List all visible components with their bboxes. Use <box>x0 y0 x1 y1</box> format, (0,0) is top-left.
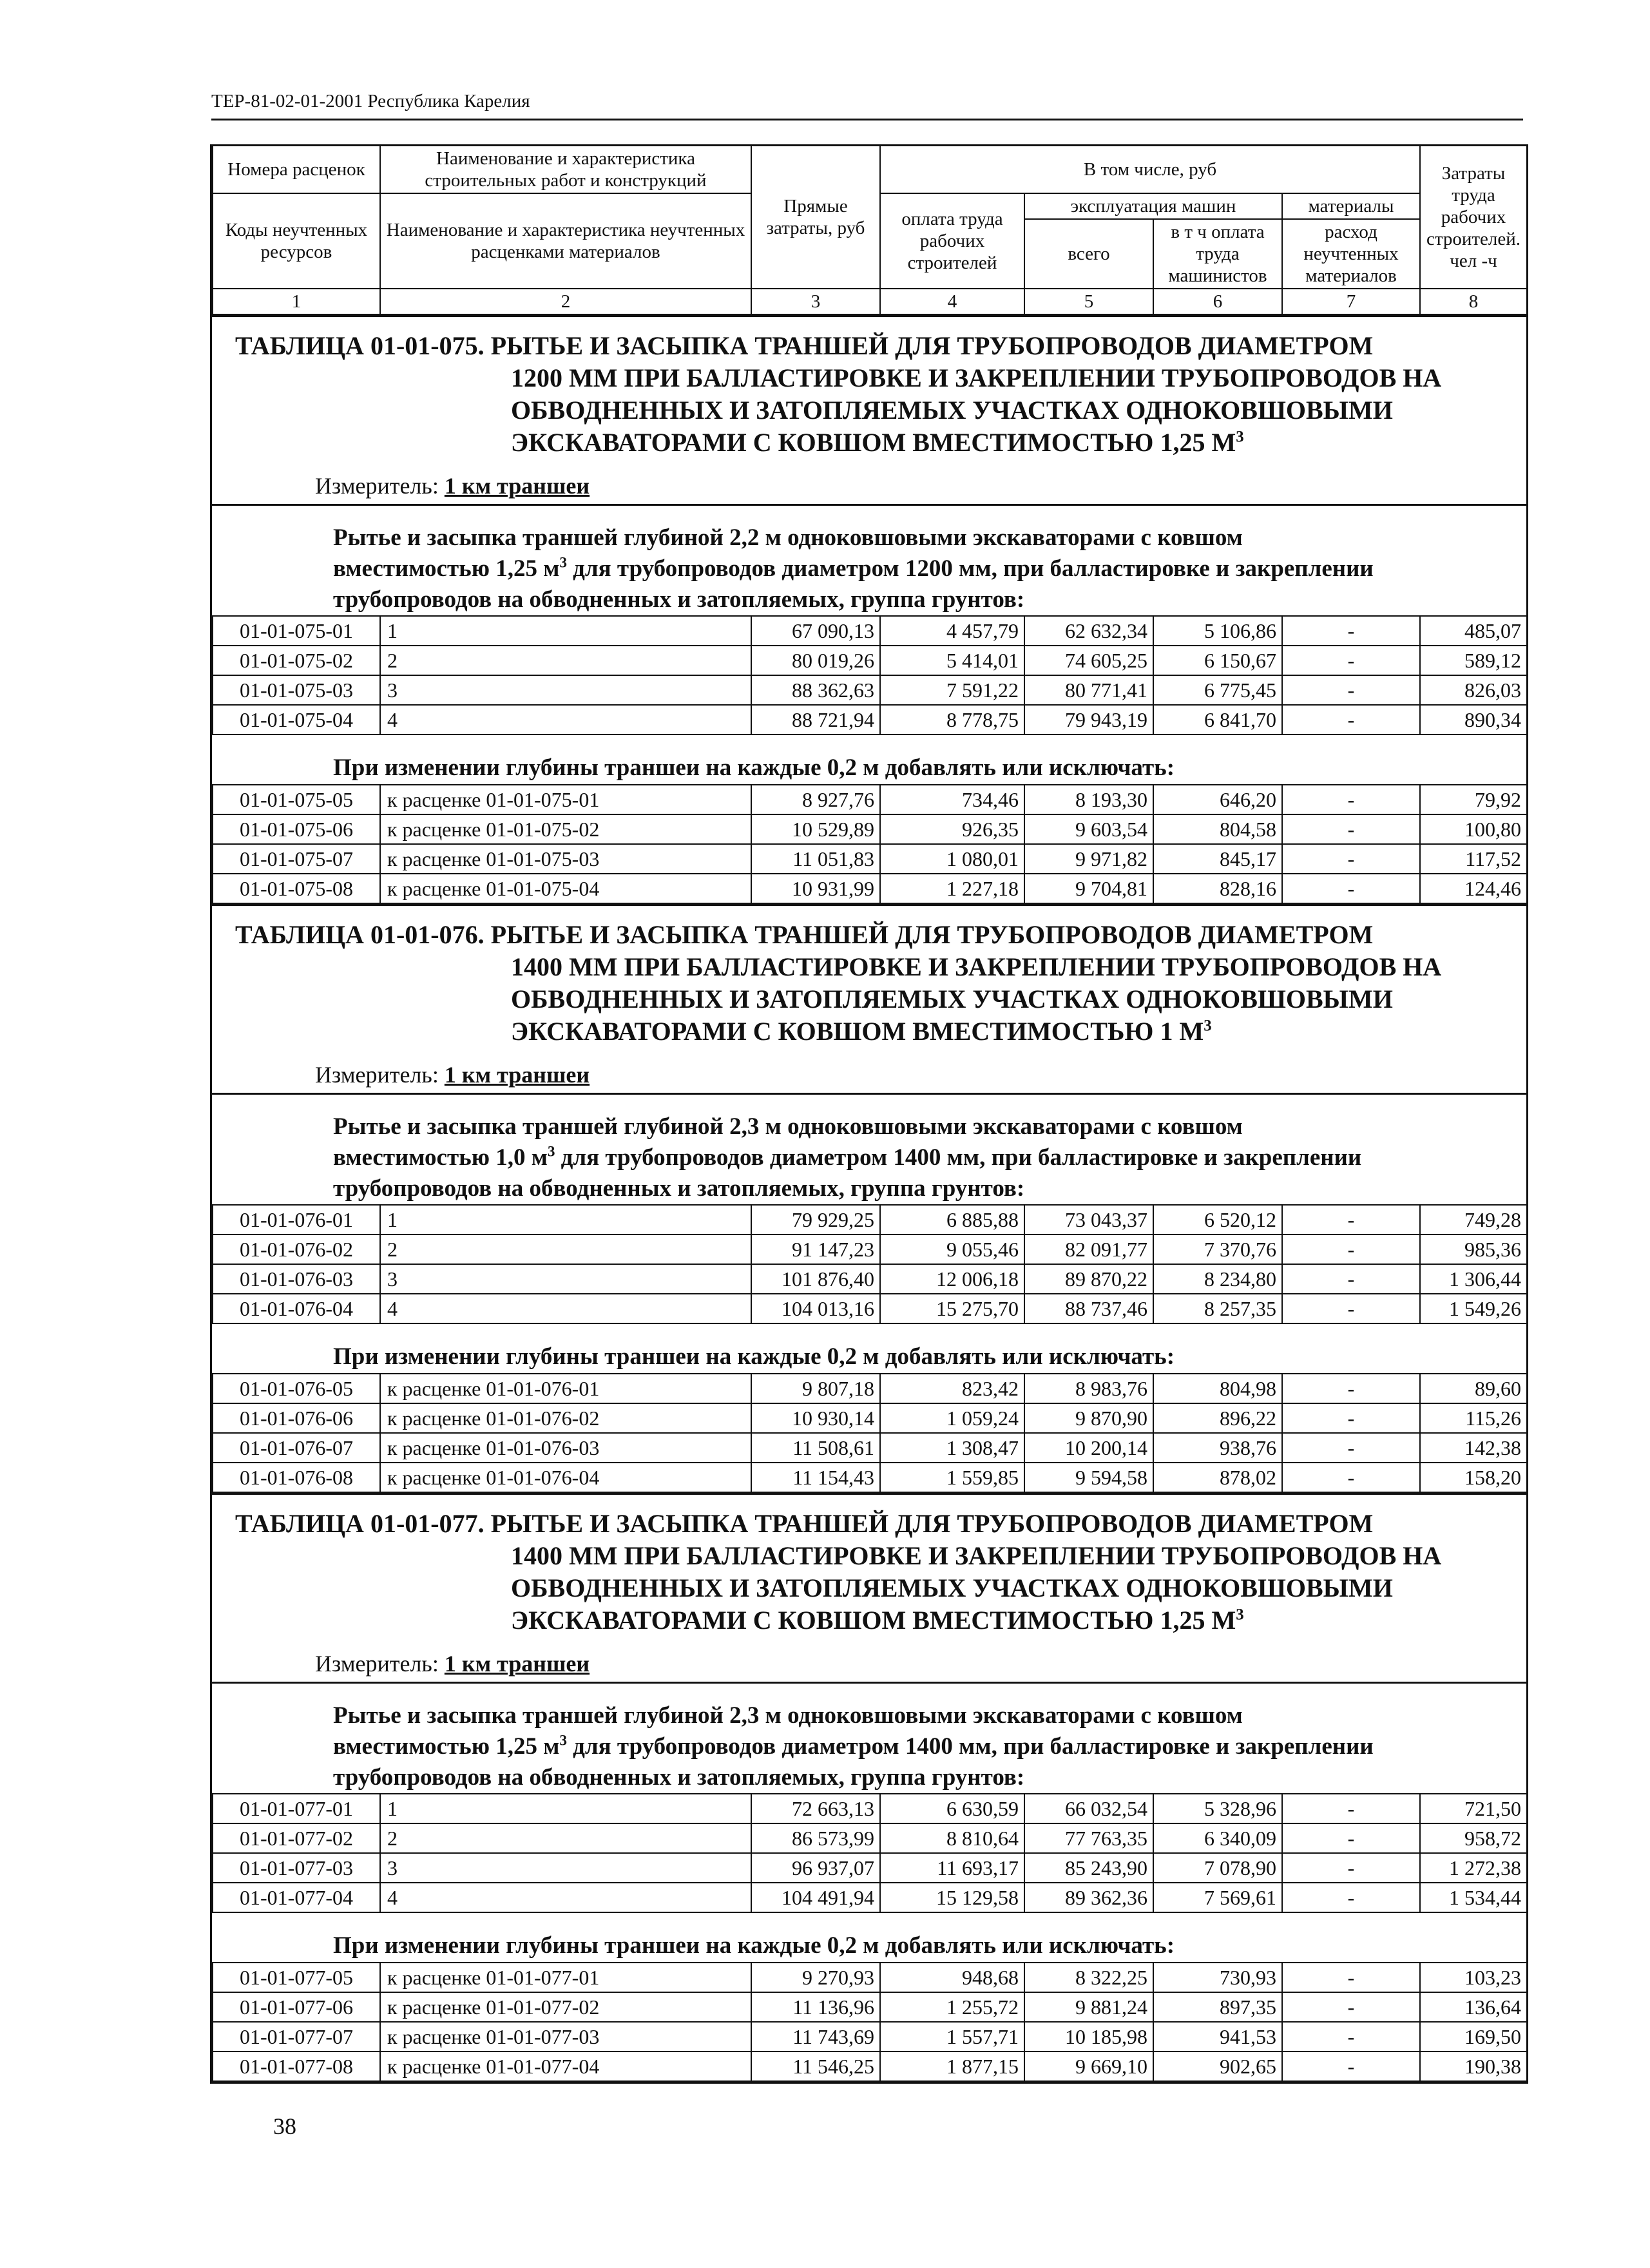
table-row <box>213 1853 1527 1883</box>
table-row <box>213 1264 1527 1294</box>
machines-cell: 74 605,25 <box>1024 646 1153 675</box>
wages-cell: 948,68 <box>880 1963 1024 1992</box>
name-cell: 3 <box>380 1853 751 1883</box>
name-cell: к расценке 01-01-075-01 <box>380 785 751 814</box>
wages-cell: 6 630,59 <box>880 1794 1024 1823</box>
machines-cell: 8 193,30 <box>1024 785 1153 814</box>
labor-cell: 158,20 <box>1420 1463 1527 1492</box>
machines-cell: 9 669,10 <box>1024 2052 1153 2081</box>
col-number: 3 <box>751 289 880 314</box>
table-row <box>213 2022 1527 2052</box>
labor-cell: 826,03 <box>1420 675 1527 705</box>
name-cell: 1 <box>380 616 751 646</box>
wages-cell: 1 557,71 <box>880 2022 1024 2052</box>
section-line: вместимостью 1,25 м <box>333 555 560 582</box>
direct-cost-cell: 67 090,13 <box>751 616 880 646</box>
table-title <box>212 904 1526 1055</box>
labor-cell: 721,50 <box>1420 1794 1527 1823</box>
machinist-wages-cell: 8 257,35 <box>1153 1294 1282 1323</box>
labor-cell: 589,12 <box>1420 646 1527 675</box>
superscript: 3 <box>547 1143 555 1160</box>
direct-cost-cell: 96 937,07 <box>751 1853 880 1883</box>
materials-cell: - <box>1282 1794 1420 1823</box>
direct-cost-cell: 11 136,96 <box>751 1992 880 2022</box>
rate-code-cell: 01-01-075-01 <box>213 616 380 646</box>
machinist-wages-cell: 828,16 <box>1153 874 1282 903</box>
name-cell: к расценке 01-01-077-02 <box>380 1992 751 2022</box>
meter-value: 1 км траншеи <box>444 1651 590 1677</box>
direct-cost-cell: 10 931,99 <box>751 874 880 903</box>
direct-cost-cell: 11 508,61 <box>751 1433 880 1463</box>
col-labor-header: Затраты труда рабочих строителей. чел -ч <box>1420 146 1527 289</box>
table-row <box>213 1963 1527 1992</box>
col-materials-header: материалы <box>1282 193 1420 219</box>
table-title-line: ЭКСКАВАТОРАМИ С КОВШОМ ВМЕСТИМОСТЬЮ 1 М <box>511 1017 1204 1046</box>
machines-cell: 79 943,19 <box>1024 705 1153 735</box>
machines-cell: 9 870,90 <box>1024 1403 1153 1433</box>
labor-cell: 89,60 <box>1420 1374 1527 1403</box>
section-line: Рытье и засыпка траншей глубиной 2,3 м одноковшовыми экскаваторами с ковшом <box>333 1113 1243 1140</box>
section-line: вместимостью 1,25 м <box>333 1733 560 1760</box>
machines-cell: 10 200,14 <box>1024 1433 1153 1463</box>
depth-rows <box>212 1373 1528 1493</box>
machinist-wages-cell: 6 340,09 <box>1153 1823 1282 1853</box>
labor-cell: 169,50 <box>1420 2022 1527 2052</box>
col-incl-header: В том числе, руб <box>880 146 1420 194</box>
rate-code-cell: 01-01-075-02 <box>213 646 380 675</box>
direct-cost-cell: 88 362,63 <box>751 675 880 705</box>
rate-code-cell: 01-01-076-08 <box>213 1463 380 1492</box>
section-line: для трубопроводов диаметром 1400 мм, при балластировке и закреплении <box>555 1144 1362 1171</box>
machinist-wages-cell: 896,22 <box>1153 1403 1282 1433</box>
table-row <box>213 1294 1527 1323</box>
table-row <box>213 705 1527 735</box>
wages-cell: 1 227,18 <box>880 874 1024 903</box>
wages-cell: 1 255,72 <box>880 1992 1024 2022</box>
labor-cell: 749,28 <box>1420 1205 1527 1235</box>
machinist-wages-cell: 804,98 <box>1153 1374 1282 1403</box>
rate-code-cell: 01-01-075-07 <box>213 844 380 874</box>
machines-cell: 82 091,77 <box>1024 1235 1153 1264</box>
name-cell: 4 <box>380 705 751 735</box>
machinist-wages-cell: 897,35 <box>1153 1992 1282 2022</box>
labor-cell: 117,52 <box>1420 844 1527 874</box>
machinist-wages-cell: 804,58 <box>1153 814 1282 844</box>
page-number: 38 <box>273 2113 296 2139</box>
machinist-wages-cell: 5 106,86 <box>1153 616 1282 646</box>
materials-cell: - <box>1282 785 1420 814</box>
wages-cell: 1 059,24 <box>880 1403 1024 1433</box>
section-line: для трубопроводов диаметром 1200 мм, при балластировке и закреплении <box>566 555 1374 582</box>
rate-code-cell: 01-01-076-06 <box>213 1403 380 1433</box>
rate-code-cell: 01-01-077-02 <box>213 1823 380 1853</box>
column-header <box>212 144 1528 315</box>
machinist-wages-cell: 878,02 <box>1153 1463 1282 1492</box>
meter-label: Измеритель: <box>315 1062 439 1088</box>
machines-cell: 9 881,24 <box>1024 1992 1153 2022</box>
machinist-wages-cell: 7 370,76 <box>1153 1235 1282 1264</box>
wages-cell: 9 055,46 <box>880 1235 1024 1264</box>
section-line: трубопроводов на обводненных и затопляемых, группа грунтов: <box>333 1175 1025 1202</box>
section-line: Рытье и засыпка траншей глубиной 2,3 м одноковшовыми экскаваторами с ковшом <box>333 1702 1243 1729</box>
unit-of-measure <box>212 466 1526 504</box>
rate-code-cell: 01-01-076-04 <box>213 1294 380 1323</box>
name-cell: к расценке 01-01-076-03 <box>380 1433 751 1463</box>
materials-cell: - <box>1282 2022 1420 2052</box>
direct-cost-cell: 10 529,89 <box>751 814 880 844</box>
labor-cell: 1 306,44 <box>1420 1264 1527 1294</box>
col-name-bottom-header: Наименование и характеристика неучтенных расценками материалов <box>380 193 751 289</box>
table-row <box>213 1374 1527 1403</box>
table-row <box>213 1463 1527 1492</box>
table-title-line: ОБВОДНЕННЫХ И ЗАТОПЛЯЕМЫХ УЧАСТКАХ ОДНОКОВШОВЫМИ <box>511 396 1393 425</box>
rate-code-cell: 01-01-075-03 <box>213 675 380 705</box>
wages-cell: 15 129,58 <box>880 1883 1024 1912</box>
section-line: трубопроводов на обводненных и затопляемых, группа грунтов: <box>333 1764 1025 1791</box>
rate-code-cell: 01-01-076-07 <box>213 1433 380 1463</box>
materials-cell: - <box>1282 646 1420 675</box>
name-cell: 2 <box>380 1823 751 1853</box>
materials-cell: - <box>1282 1823 1420 1853</box>
table-row <box>213 1992 1527 2022</box>
machines-cell: 89 870,22 <box>1024 1264 1153 1294</box>
table-row <box>213 675 1527 705</box>
table-title-line: ЭКСКАВАТОРАМИ С КОВШОМ ВМЕСТИМОСТЬЮ 1,25 М <box>511 1606 1236 1635</box>
machines-cell: 66 032,54 <box>1024 1794 1153 1823</box>
materials-cell: - <box>1282 1883 1420 1912</box>
machines-cell: 62 632,34 <box>1024 616 1153 646</box>
direct-cost-cell: 11 546,25 <box>751 2052 880 2081</box>
table-row <box>213 1823 1527 1853</box>
name-cell: к расценке 01-01-075-02 <box>380 814 751 844</box>
rate-code-cell: 01-01-077-06 <box>213 1992 380 2022</box>
rates-table <box>210 144 1528 2084</box>
table-title-line: ОБВОДНЕННЫХ И ЗАТОПЛЯЕМЫХ УЧАСТКАХ ОДНОКОВШОВЫМИ <box>511 1573 1393 1602</box>
wages-cell: 15 275,70 <box>880 1294 1024 1323</box>
table-row <box>213 1235 1527 1264</box>
labor-cell: 1 534,44 <box>1420 1883 1527 1912</box>
name-cell: к расценке 01-01-077-03 <box>380 2022 751 2052</box>
depth-note: При изменении глубины траншеи на каждые 0,2 м добавлять или исключать: <box>333 1343 1175 1370</box>
materials-cell: - <box>1282 1853 1420 1883</box>
labor-cell: 1 549,26 <box>1420 1294 1527 1323</box>
rate-code-cell: 01-01-075-06 <box>213 814 380 844</box>
rates-rows <box>212 1204 1528 1324</box>
depth-note: При изменении глубины траншеи на каждые 0,2 м добавлять или исключать: <box>333 754 1175 781</box>
wages-cell: 8 778,75 <box>880 705 1024 735</box>
table-row <box>213 646 1527 675</box>
col-number: 5 <box>1024 289 1153 314</box>
col-machines-wages-header: в т ч оплата труда машинистов <box>1153 219 1282 289</box>
name-cell: 1 <box>380 1205 751 1235</box>
wages-cell: 12 006,18 <box>880 1264 1024 1294</box>
labor-cell: 124,46 <box>1420 874 1527 903</box>
col-number: 1 <box>213 289 380 314</box>
col-number: 2 <box>380 289 751 314</box>
unit-of-measure <box>212 1055 1526 1093</box>
materials-cell: - <box>1282 1374 1420 1403</box>
direct-cost-cell: 11 154,43 <box>751 1463 880 1492</box>
materials-cell: - <box>1282 1235 1420 1264</box>
table-title <box>212 315 1526 466</box>
name-cell: к расценке 01-01-077-04 <box>380 2052 751 2081</box>
rate-code-cell: 01-01-076-05 <box>213 1374 380 1403</box>
superscript: 3 <box>1236 1606 1244 1624</box>
labor-cell: 103,23 <box>1420 1963 1527 1992</box>
rate-code-cell: 01-01-075-08 <box>213 874 380 903</box>
machinist-wages-cell: 7 569,61 <box>1153 1883 1282 1912</box>
name-cell: к расценке 01-01-076-02 <box>380 1403 751 1433</box>
unit-of-measure <box>212 1644 1526 1682</box>
machinist-wages-cell: 8 234,80 <box>1153 1264 1282 1294</box>
wages-cell: 1 877,15 <box>880 2052 1024 2081</box>
name-cell: к расценке 01-01-075-03 <box>380 844 751 874</box>
section-line: Рытье и засыпка траншей глубиной 2,2 м одноковшовыми экскаваторами с ковшом <box>333 524 1243 551</box>
direct-cost-cell: 72 663,13 <box>751 1794 880 1823</box>
labor-cell: 100,80 <box>1420 814 1527 844</box>
rate-code-cell: 01-01-077-01 <box>213 1794 380 1823</box>
table-title-line: 1400 ММ ПРИ БАЛЛАСТИРОВКЕ И ЗАКРЕПЛЕНИИ ТРУБОПРОВОДОВ НА <box>511 1541 1442 1570</box>
name-cell: к расценке 01-01-076-01 <box>380 1374 751 1403</box>
rates-rows <box>212 615 1528 735</box>
wages-cell: 5 414,01 <box>880 646 1024 675</box>
wages-cell: 823,42 <box>880 1374 1024 1403</box>
col-direct-header: Прямые затраты, руб <box>751 146 880 289</box>
section-description <box>212 504 1526 615</box>
rate-code-cell: 01-01-077-05 <box>213 1963 380 1992</box>
direct-cost-cell: 104 491,94 <box>751 1883 880 1912</box>
table-row <box>213 874 1527 903</box>
depth-note: При изменении глубины траншеи на каждые 0,2 м добавлять или исключать: <box>333 1932 1175 1959</box>
col-number: 4 <box>880 289 1024 314</box>
machinist-wages-cell: 5 328,96 <box>1153 1794 1282 1823</box>
name-cell: 2 <box>380 646 751 675</box>
direct-cost-cell: 10 930,14 <box>751 1403 880 1433</box>
materials-cell: - <box>1282 616 1420 646</box>
table-row <box>213 1205 1527 1235</box>
machinist-wages-cell: 6 520,12 <box>1153 1205 1282 1235</box>
direct-cost-cell: 101 876,40 <box>751 1264 880 1294</box>
machines-cell: 77 763,35 <box>1024 1823 1153 1853</box>
table-row <box>213 1883 1527 1912</box>
machinist-wages-cell: 902,65 <box>1153 2052 1282 2081</box>
rate-code-cell: 01-01-077-04 <box>213 1883 380 1912</box>
rate-code-cell: 01-01-076-03 <box>213 1264 380 1294</box>
labor-cell: 485,07 <box>1420 616 1527 646</box>
labor-cell: 958,72 <box>1420 1823 1527 1853</box>
machines-cell: 89 362,36 <box>1024 1883 1153 1912</box>
machines-cell: 85 243,90 <box>1024 1853 1153 1883</box>
machinist-wages-cell: 7 078,90 <box>1153 1853 1282 1883</box>
table-row <box>213 1403 1527 1433</box>
direct-cost-cell: 79 929,25 <box>751 1205 880 1235</box>
table-title-line: 1200 ММ ПРИ БАЛЛАСТИРОВКЕ И ЗАКРЕПЛЕНИИ ТРУБОПРОВОДОВ НА <box>511 363 1442 392</box>
superscript: 3 <box>1204 1017 1212 1035</box>
direct-cost-cell: 9 807,18 <box>751 1374 880 1403</box>
rate-code-cell: 01-01-075-04 <box>213 705 380 735</box>
superscript: 3 <box>559 1732 567 1749</box>
meter-label: Измеритель: <box>315 1651 439 1677</box>
table-title-line: ЭКСКАВАТОРАМИ С КОВШОМ ВМЕСТИМОСТЬЮ 1,25 М <box>511 428 1236 457</box>
wages-cell: 6 885,88 <box>880 1205 1024 1235</box>
materials-cell: - <box>1282 1403 1420 1433</box>
wages-cell: 926,35 <box>880 814 1024 844</box>
labor-cell: 890,34 <box>1420 705 1527 735</box>
col-machines-header: эксплуатация машин <box>1024 193 1282 219</box>
section-line: трубопроводов на обводненных и затопляемых, группа грунтов: <box>333 586 1025 613</box>
name-cell: 4 <box>380 1883 751 1912</box>
materials-cell: - <box>1282 874 1420 903</box>
materials-cell: - <box>1282 1264 1420 1294</box>
superscript: 3 <box>1236 428 1244 446</box>
rate-code-cell: 01-01-076-02 <box>213 1235 380 1264</box>
col-number: 6 <box>1153 289 1282 314</box>
table-row <box>213 616 1527 646</box>
wages-cell: 734,46 <box>880 785 1024 814</box>
direct-cost-cell: 91 147,23 <box>751 1235 880 1264</box>
materials-cell: - <box>1282 1294 1420 1323</box>
name-cell: 2 <box>380 1235 751 1264</box>
table-title-line: ТАБЛИЦА 01-01-076. РЫТЬЕ И ЗАСЫПКА ТРАНШЕЙ ДЛЯ ТРУБОПРОВОДОВ ДИАМЕТРОМ <box>235 920 1374 949</box>
direct-cost-cell: 104 013,16 <box>751 1294 880 1323</box>
wages-cell: 1 308,47 <box>880 1433 1024 1463</box>
materials-cell: - <box>1282 844 1420 874</box>
labor-cell: 115,26 <box>1420 1403 1527 1433</box>
depth-rows <box>212 784 1528 904</box>
machinist-wages-cell: 6 775,45 <box>1153 675 1282 705</box>
machinist-wages-cell: 941,53 <box>1153 2022 1282 2052</box>
materials-cell: - <box>1282 814 1420 844</box>
machines-cell: 88 737,46 <box>1024 1294 1153 1323</box>
table-title-line: ТАБЛИЦА 01-01-077. РЫТЬЕ И ЗАСЫПКА ТРАНШЕЙ ДЛЯ ТРУБОПРОВОДОВ ДИАМЕТРОМ <box>235 1509 1374 1538</box>
col-wages-header: оплата труда рабочих строителей <box>880 193 1024 289</box>
meter-value: 1 км траншеи <box>444 1062 590 1088</box>
machines-cell: 9 594,58 <box>1024 1463 1153 1492</box>
wages-cell: 8 810,64 <box>880 1823 1024 1853</box>
machinist-wages-cell: 730,93 <box>1153 1963 1282 1992</box>
direct-cost-cell: 80 019,26 <box>751 646 880 675</box>
name-cell: 3 <box>380 675 751 705</box>
machines-cell: 73 043,37 <box>1024 1205 1153 1235</box>
section-description <box>212 1093 1526 1204</box>
materials-cell: - <box>1282 2052 1420 2081</box>
col-machines-total-header: всего <box>1024 219 1153 289</box>
col-materials-unaccounted-header: расход неучтенных материалов <box>1282 219 1420 289</box>
table-title-line: ОБВОДНЕННЫХ И ЗАТОПЛЯЕМЫХ УЧАСТКАХ ОДНОКОВШОВЫМИ <box>511 985 1393 1014</box>
document-title: ТЕР-81-02-01-2001 Республика Карелия <box>211 91 530 111</box>
section-line: для трубопроводов диаметром 1400 мм, при балластировке и закреплении <box>566 1733 1374 1760</box>
name-cell: к расценке 01-01-076-04 <box>380 1463 751 1492</box>
materials-cell: - <box>1282 1992 1420 2022</box>
col-number: 8 <box>1420 289 1527 314</box>
direct-cost-cell: 11 051,83 <box>751 844 880 874</box>
direct-cost-cell: 88 721,94 <box>751 705 880 735</box>
section-description <box>212 1682 1526 1793</box>
depth-rows <box>212 1962 1528 2082</box>
table-title-line: 1400 ММ ПРИ БАЛЛАСТИРОВКЕ И ЗАКРЕПЛЕНИИ ТРУБОПРОВОДОВ НА <box>511 952 1442 981</box>
direct-cost-cell: 9 270,93 <box>751 1963 880 1992</box>
meter-label: Измеритель: <box>315 473 439 499</box>
tables-container <box>212 315 1526 2082</box>
wages-cell: 4 457,79 <box>880 616 1024 646</box>
machines-cell: 80 771,41 <box>1024 675 1153 705</box>
section-line: вместимостью 1,0 м <box>333 1144 548 1171</box>
wages-cell: 1 559,85 <box>880 1463 1024 1492</box>
machinist-wages-cell: 938,76 <box>1153 1433 1282 1463</box>
rate-code-cell: 01-01-077-08 <box>213 2052 380 2081</box>
col-number: 7 <box>1282 289 1420 314</box>
name-cell: 3 <box>380 1264 751 1294</box>
rate-code-cell: 01-01-076-01 <box>213 1205 380 1235</box>
col-code-top-header: Номера расценок <box>213 146 380 194</box>
name-cell: 1 <box>380 1794 751 1823</box>
labor-cell: 985,36 <box>1420 1235 1527 1264</box>
name-cell: к расценке 01-01-077-01 <box>380 1963 751 1992</box>
materials-cell: - <box>1282 705 1420 735</box>
machinist-wages-cell: 646,20 <box>1153 785 1282 814</box>
rate-code-cell: 01-01-077-03 <box>213 1853 380 1883</box>
machinist-wages-cell: 845,17 <box>1153 844 1282 874</box>
document-header <box>211 90 1523 120</box>
table-row <box>213 844 1527 874</box>
table-title <box>212 1493 1526 1644</box>
machines-cell: 9 603,54 <box>1024 814 1153 844</box>
table-row <box>213 785 1527 814</box>
direct-cost-cell: 8 927,76 <box>751 785 880 814</box>
direct-cost-cell: 86 573,99 <box>751 1823 880 1853</box>
name-cell: 4 <box>380 1294 751 1323</box>
table-title-line: ТАБЛИЦА 01-01-075. РЫТЬЕ И ЗАСЫПКА ТРАНШЕЙ ДЛЯ ТРУБОПРОВОДОВ ДИАМЕТРОМ <box>235 331 1374 360</box>
labor-cell: 136,64 <box>1420 1992 1527 2022</box>
machinist-wages-cell: 6 841,70 <box>1153 705 1282 735</box>
rates-rows <box>212 1793 1528 1913</box>
machines-cell: 8 983,76 <box>1024 1374 1153 1403</box>
table-row <box>213 1433 1527 1463</box>
labor-cell: 190,38 <box>1420 2052 1527 2081</box>
wages-cell: 7 591,22 <box>880 675 1024 705</box>
machines-cell: 9 971,82 <box>1024 844 1153 874</box>
materials-cell: - <box>1282 675 1420 705</box>
table-row <box>213 814 1527 844</box>
machines-cell: 10 185,98 <box>1024 2022 1153 2052</box>
materials-cell: - <box>1282 1433 1420 1463</box>
machinist-wages-cell: 6 150,67 <box>1153 646 1282 675</box>
materials-cell: - <box>1282 1205 1420 1235</box>
labor-cell: 79,92 <box>1420 785 1527 814</box>
table-row <box>213 2052 1527 2081</box>
labor-cell: 142,38 <box>1420 1433 1527 1463</box>
machines-cell: 9 704,81 <box>1024 874 1153 903</box>
wages-cell: 1 080,01 <box>880 844 1024 874</box>
name-cell: к расценке 01-01-075-04 <box>380 874 751 903</box>
labor-cell: 1 272,38 <box>1420 1853 1527 1883</box>
col-name-top-header: Наименование и характеристика строительных работ и конструкций <box>380 146 751 194</box>
table-row <box>213 1794 1527 1823</box>
direct-cost-cell: 11 743,69 <box>751 2022 880 2052</box>
meter-value: 1 км траншеи <box>444 473 590 499</box>
superscript: 3 <box>559 554 567 571</box>
col-code-bottom-header: Коды неучтенных ресурсов <box>213 193 380 289</box>
rate-code-cell: 01-01-075-05 <box>213 785 380 814</box>
machines-cell: 8 322,25 <box>1024 1963 1153 1992</box>
wages-cell: 11 693,17 <box>880 1853 1024 1883</box>
materials-cell: - <box>1282 1463 1420 1492</box>
rate-code-cell: 01-01-077-07 <box>213 2022 380 2052</box>
materials-cell: - <box>1282 1963 1420 1992</box>
